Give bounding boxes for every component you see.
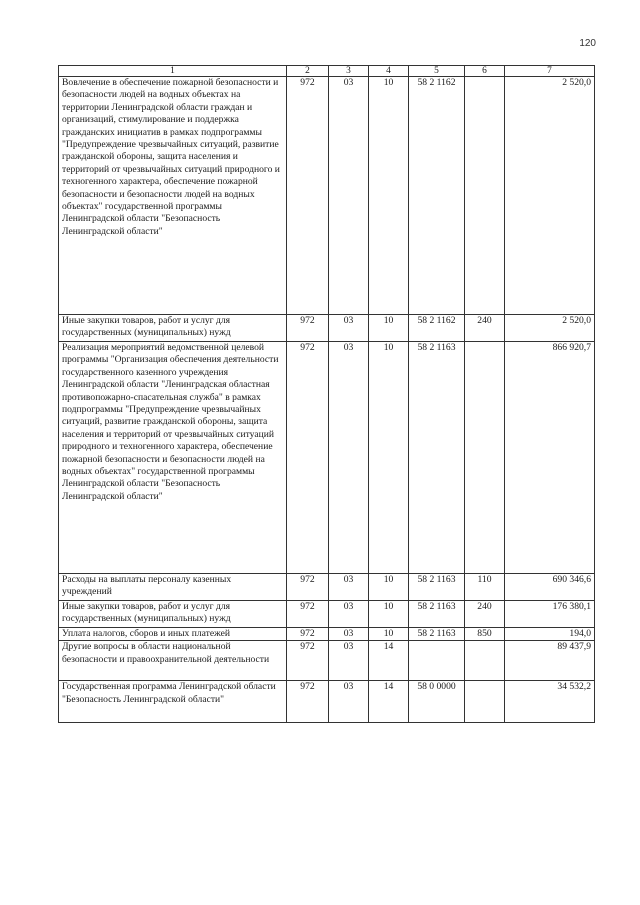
column-header: 5 (409, 66, 465, 77)
cell-ministry: 972 (287, 574, 329, 601)
cell-target-article: 58 2 1162 (409, 77, 465, 315)
cell-section: 03 (329, 342, 369, 574)
column-header: 7 (505, 66, 595, 77)
cell-section: 03 (329, 77, 369, 315)
row-name: Реализация мероприятий ведомственной целевой программы "Организация обеспечения деятельности государственного казенного учреждения Ленинградской области "Ленинградская областная противопожарно-спасательная служба" в рамках подпрограммы "Предупреждение чрезвычайных ситуаций, развитие гражданской обороны, защита населения и территорий от чрезвычайных ситуаций природного и техногенного характера, обеспечение пожарной безопасности и безопасности людей на водных объектах" государственной программы Ленинградской области "Безопасность Ленинградской области" (59, 342, 287, 574)
cell-amount: 194,0 (505, 628, 595, 641)
row-name: Вовлечение в обеспечение пожарной безопасности и безопасности людей на водных объектах на территории Ленинградской области граждан и организаций, стимулирование и поддержка гражданских инициатив в рамках подпрограммы "Предупреждение чрезвычайных ситуаций, развитие гражданской обороны, защита населения и территорий от чрезвычайных ситуаций природного и техногенного характера, обеспечение пожарной безопасности и безопасности людей на водных объектах" государственной программы Ленинградской области "Безопасность Ленинградской области" (59, 77, 287, 315)
column-header: 6 (465, 66, 505, 77)
cell-amount: 2 520,0 (505, 315, 595, 342)
header-row (59, 66, 595, 77)
cell-expense-type (465, 77, 505, 315)
cell-target-article (409, 641, 465, 681)
budget-table (58, 65, 595, 723)
cell-ministry: 972 (287, 628, 329, 641)
cell-subsection: 10 (369, 601, 409, 628)
cell-section: 03 (329, 628, 369, 641)
cell-section: 03 (329, 315, 369, 342)
row-name: Иные закупки товаров, работ и услуг для государственных (муниципальных) нужд (59, 315, 287, 342)
cell-expense-type (465, 641, 505, 681)
cell-ministry: 972 (287, 681, 329, 723)
cell-target-article: 58 2 1163 (409, 342, 465, 574)
cell-subsection: 10 (369, 628, 409, 641)
page-number: 120 (579, 38, 596, 49)
cell-target-article: 58 2 1162 (409, 315, 465, 342)
row-name: Расходы на выплаты персоналу казенных учреждений (59, 574, 287, 601)
cell-expense-type: 850 (465, 628, 505, 641)
table-row (59, 342, 595, 574)
cell-subsection: 10 (369, 574, 409, 601)
column-header: 3 (329, 66, 369, 77)
cell-target-article: 58 2 1163 (409, 601, 465, 628)
cell-subsection: 14 (369, 681, 409, 723)
cell-ministry: 972 (287, 641, 329, 681)
cell-ministry: 972 (287, 601, 329, 628)
cell-expense-type: 240 (465, 601, 505, 628)
cell-expense-type: 110 (465, 574, 505, 601)
cell-ministry: 972 (287, 77, 329, 315)
table-row (59, 641, 595, 681)
row-name: Государственная программа Ленинградской области "Безопасность Ленинградской области" (59, 681, 287, 723)
table-row (59, 315, 595, 342)
cell-amount: 690 346,6 (505, 574, 595, 601)
column-header: 1 (59, 66, 287, 77)
cell-target-article: 58 2 1163 (409, 628, 465, 641)
cell-amount: 2 520,0 (505, 77, 595, 315)
column-header: 4 (369, 66, 409, 77)
table-row (59, 574, 595, 601)
cell-ministry: 972 (287, 342, 329, 574)
cell-target-article: 58 0 0000 (409, 681, 465, 723)
cell-subsection: 14 (369, 641, 409, 681)
cell-amount: 34 532,2 (505, 681, 595, 723)
column-header: 2 (287, 66, 329, 77)
cell-section: 03 (329, 641, 369, 681)
cell-section: 03 (329, 681, 369, 723)
table-row (59, 601, 595, 628)
row-name: Иные закупки товаров, работ и услуг для государственных (муниципальных) нужд (59, 601, 287, 628)
row-name: Другие вопросы в области национальной безопасности и правоохранительной деятельности (59, 641, 287, 681)
cell-subsection: 10 (369, 77, 409, 315)
cell-section: 03 (329, 574, 369, 601)
cell-subsection: 10 (369, 315, 409, 342)
table-row (59, 628, 595, 641)
cell-expense-type (465, 342, 505, 574)
cell-expense-type (465, 681, 505, 723)
cell-target-article: 58 2 1163 (409, 574, 465, 601)
table-row (59, 681, 595, 723)
cell-expense-type: 240 (465, 315, 505, 342)
cell-amount: 176 380,1 (505, 601, 595, 628)
cell-amount: 89 437,9 (505, 641, 595, 681)
cell-section: 03 (329, 601, 369, 628)
cell-amount: 866 920,7 (505, 342, 595, 574)
row-name: Уплата налогов, сборов и иных платежей (59, 628, 287, 641)
cell-subsection: 10 (369, 342, 409, 574)
cell-ministry: 972 (287, 315, 329, 342)
table-row (59, 77, 595, 315)
